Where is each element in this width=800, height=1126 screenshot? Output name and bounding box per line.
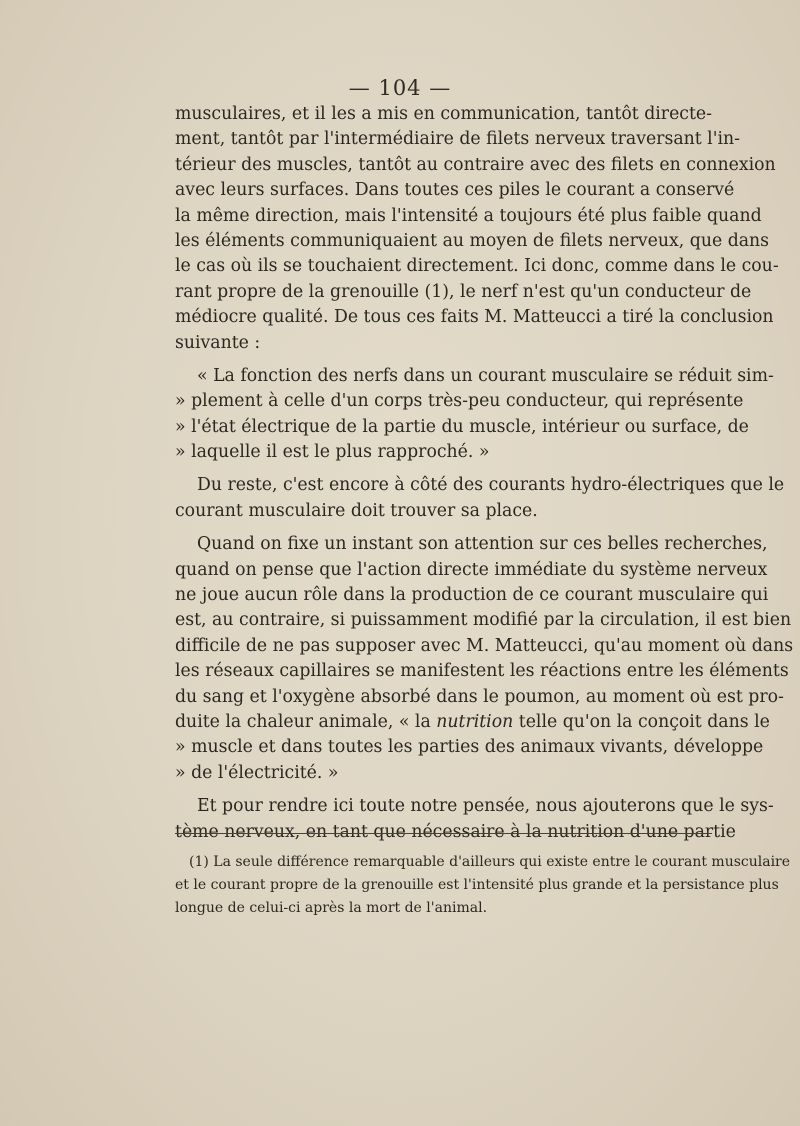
text-line: le cas où ils se touchaient directement. Ici donc, comme dans le cou- [175, 256, 779, 277]
text-line: du sang et l'oxygène absorbé dans le poumon, au moment où est pro- [175, 686, 784, 707]
text-line: rant propre de la grenouille (1), le nerf n'est qu'un conducteur de [175, 281, 752, 302]
paragraph-gap [175, 356, 712, 364]
text-line: duite la chaleur animale, « la nutrition telle qu'on la conçoit dans le [175, 711, 770, 732]
paragraph-gap [175, 465, 712, 473]
text-line: quand on pense que l'action directe immédiate du système nerveux [175, 559, 768, 580]
text-line: « La fonction des nerfs dans un courant musculaire se réduit sim- [197, 365, 774, 386]
footnote-line: et le courant propre de la grenouille est l'intensité plus grande et la persistance plus [175, 877, 779, 893]
text-line: » plement à celle d'un corps très-peu conducteur, qui représente [175, 391, 744, 412]
text-line: médiocre qualité. De tous ces faits M. Matteucci a tiré la conclusion [175, 307, 774, 328]
text-line: » l'état électrique de la partie du muscle, intérieur ou surface, de [175, 416, 749, 437]
paragraph-gap [175, 524, 712, 532]
footnote [175, 851, 791, 920]
text-line: Quand on fixe un instant son attention sur ces belles recherches, [197, 534, 768, 555]
main-text [175, 102, 794, 845]
footnote-line: longue de celui-ci après la mort de l'animal. [175, 900, 488, 916]
text-line: les réseaux capillaires se manifestent les réactions entre les éléments [175, 661, 789, 682]
footnote-separator-rule [175, 833, 712, 834]
paragraph-gap [175, 786, 712, 794]
text-line: la même direction, mais l'intensité a toujours été plus faible quand [175, 205, 762, 226]
text-line: Du reste, c'est encore à côté des courants hydro-électriques que le [197, 475, 785, 496]
text-line: ne joue aucun rôle dans la production de ce courant musculaire qui [175, 585, 769, 606]
text-line: ment, tantôt par l'intermédiaire de filets nerveux traversant l'in- [175, 129, 740, 150]
text-line: térieur des muscles, tantôt au contraire avec des filets en connexion [175, 154, 776, 175]
text-line: » de l'électricité. » [175, 762, 339, 783]
text-line: » muscle et dans toutes les parties des animaux vivants, développe [175, 737, 764, 758]
page-number: — 104 — [348, 76, 452, 100]
text-line: avec leurs surfaces. Dans toutes ces piles le courant a conservé [175, 180, 735, 201]
text-line: est, au contraire, si puissamment modifié par la circulation, il est bien [175, 610, 792, 631]
text-line: courant musculaire doit trouver sa place. [175, 500, 538, 521]
text-line: tème nerveux, en tant que nécessaire à la nutrition d'une partie [175, 821, 736, 842]
footnote-line: (1) La seule différence remarquable d'ailleurs qui existe entre le courant musculaire [189, 854, 791, 870]
text-line: les éléments communiquaient au moyen de filets nerveux, que dans [175, 230, 770, 251]
text-line: Et pour rendre ici toute notre pensée, nous ajouterons que le sys- [197, 796, 774, 817]
text-line: difficile de ne pas supposer avec M. Matteucci, qu'au moment où dans [175, 635, 794, 656]
text-line: musculaires, et il les a mis en communication, tantôt directe- [175, 104, 712, 124]
text-line: suivante : [175, 332, 261, 353]
italic-term: nutrition [436, 711, 514, 732]
text-line: » laquelle il est le plus rapproché. » [175, 442, 490, 463]
